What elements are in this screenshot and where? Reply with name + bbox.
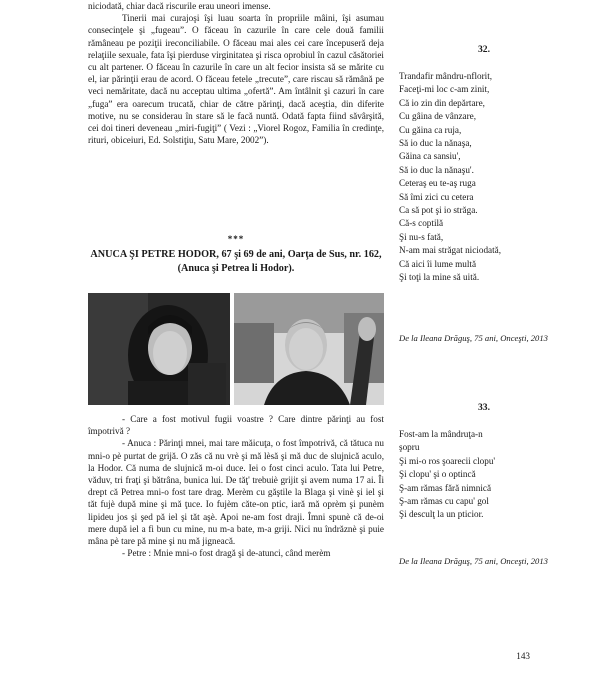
- lyric-line: Să io duc la nănaşu'.: [399, 164, 474, 175]
- interview-text: [88, 413, 384, 559]
- lyric-line: Şi mi-o ros şoarecii clopu': [399, 455, 496, 466]
- section-heading: ANUCA ŞI PETRE HODOR, 67 şi 69 de ani, Oarţa de Sus, nr. 162, (Anuca şi Petrea li Hodor).: [90, 249, 382, 274]
- lyric-line: Că aici îi lume multă: [399, 258, 477, 269]
- lyric-line: Să îmi zici cu cetera: [399, 191, 474, 202]
- photo-row: [88, 293, 384, 405]
- lyric-line: Să io duc la nănaşa,: [399, 138, 472, 149]
- page-number: 143: [516, 651, 530, 661]
- song-33-source: De la Ileana Drăguş, 75 ani, Onceşti, 2013: [399, 556, 548, 566]
- lyric-line: Şi nu-s fată,: [399, 231, 444, 242]
- lyric-line: Ş-am rămas fără nimnică: [399, 482, 492, 493]
- lyric-line: Fost-am la mândruţa-n: [399, 429, 483, 439]
- interview-answer-petre: - Petre : Mnie mni-o fost dragă şi de-atunci, când merèm: [122, 548, 331, 559]
- song-number-32: 32.: [478, 44, 490, 55]
- lyric-line: Că-s coptilă: [399, 218, 444, 229]
- intro-text: [88, 0, 384, 146]
- intro-paragraph-2: Tinerii mai curajoşi îşi luau soarta în propriile mâini, îşi asumau consecinţele şi „fugeau”. O făceau în cazurile în care cele două familii rămâneau pe poziţii ireconciliabile. O făceau mai ales cei care începuseră deja relaţiile sexuale, fata îşi pierduse virginitatea şi risca oprobiul în cazul căsătoriei cu alt partener. O făceau în cazurile în care un alt fecior insista să se mărite cu el, iar părinţii erau de acord. O făceau fetele „trecute”, care riscau să rămână pe veci nemăritate, dacă nu acceptau ultima „ofertă”. Am întâlnit şi cazuri în care „fuga” era oarecum trucată, chiar de către părinţi, dacă aceştia, din diferite motive, nu se considerau în stare să le facă nuntă. Odată fapta fiind săvârşită, cei doi tineri deveneau „miri-fugiţi” ( Vezi : „Viorel Rogoz, Familia în credinţe, rituri, obiceiuri, Ed. Solstiţiu, Satu Mare, 2002”).: [88, 13, 384, 146]
- song-32-source: De la Ileana Drăguş, 75 ani, Onceşti, 2013: [399, 333, 548, 343]
- lyric-line: Găina ca sansiu',: [399, 151, 461, 162]
- song-number-33: 33.: [478, 402, 490, 413]
- lyric-line: Ca să pot şi io străga.: [399, 205, 478, 216]
- lyric-line: Ş-am rămas cu capu' gol: [399, 496, 489, 507]
- lyric-line: Ceteraş eu te-aş ruga: [399, 178, 476, 189]
- lyric-line: Şi toţi la mine să uită.: [399, 272, 480, 283]
- photo-petre: [234, 293, 384, 405]
- lyric-line: Şi clopu' şi o optincă: [399, 469, 476, 480]
- interview-answer-anuca: - Anuca : Părinţi mnei, mai tare măicuţa, o fost împotrivă, că tătuca nu mni-o pè purtat de grijă. O zăs că nu vrè şi mă lèsă şi mă duc de slujnică aculo, la Hodor. Că numa de slujnică m-oi duce. Iei o fost cinci aculo. Tata lui Petre, văduv, tri fraţi şi bătrâna, bunica lui. De tăţ' trebuiè grijit şi avem numa 17 ai. Îi drept că Petrea mni-o fost tare drag. Merèm cu găştile la Blaga şi vinè şi iel şi tăt fujè după mine şi mă ţuce. Io fujèm căte-on ptic, iară mă oprèm şi punèm lipideu jos şi şed pă iel şi tăt aşè. Apoi ne-am fost draji. Îmni spunè că de-oi mere după iel a fi bun cu mine, nu m-a bate, m-a griji. Nici nu îndrăznè şi puie mâna pè tare pă mine şi nu mă jigneacă.: [88, 438, 384, 547]
- song-33-lyrics: [399, 428, 569, 522]
- lyric-line: Că io zin din depărtare,: [399, 97, 485, 108]
- section-separator: ***: [227, 234, 245, 244]
- lyric-line: Faceţi-mi loc c-am zinit,: [399, 84, 490, 95]
- intro-paragraph-1: niciodată, chiar dacă riscurile erau uneori imense.: [88, 1, 271, 11]
- photo-anuca: [88, 293, 230, 405]
- lyric-line: Cu găina ca ruja,: [399, 124, 462, 135]
- lyric-line: Cu gâina de vânzare,: [399, 111, 477, 122]
- lyric-line: Şi desculţ la un pticior.: [399, 509, 484, 520]
- song-32-lyrics: [399, 70, 569, 285]
- lyric-line: N-am mai străgat niciodată,: [399, 245, 502, 256]
- lyric-line: Trandafir mândru-nflorit,: [399, 71, 493, 81]
- lyric-line: şopru: [399, 442, 420, 453]
- interview-question: - Care a fost motivul fugii voastre ? Care dintre părinţi au fost împotrivă ?: [88, 414, 384, 437]
